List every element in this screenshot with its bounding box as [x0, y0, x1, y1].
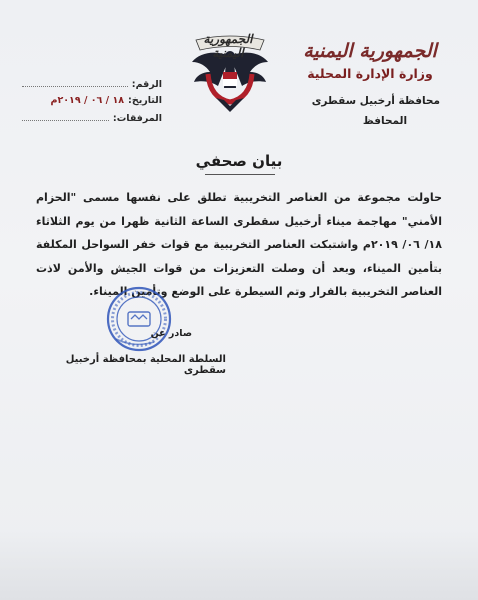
reference-attachments-row: [22, 112, 162, 129]
title-underline: [205, 174, 275, 175]
reference-number-row: [22, 78, 162, 95]
office-name: المحافظ: [362, 115, 408, 127]
reference-number-line: [22, 78, 128, 87]
statement-body: حاولت مجموعة من العناصر التخريبية تطلق على نفسها مسمى "الحزام الأمني" مهاجمة ميناء أرخبيل سقطرى الساعة الثانية ظهرا من يوم الثلاثاء ١٨/ ٠٦/ ٢٠١٩م واشتبكت العناصر التخريبية مع قوات خفر السواحل المكلفة بتأمين الميناء، وبعد أن وصلت التعزيزات من قوات الجيش والأمن لاذت العناصر التخريبية بالفرار وتم السيطرة على الوضع وتأمين الميناء.: [36, 191, 442, 298]
republic-name: الجمهورية اليمنية: [303, 40, 437, 62]
issuing-authority: السلطة المحلية بمحافظة أرخبيل سقطرى: [65, 354, 226, 376]
reference-number-label: الرقم:: [131, 79, 162, 90]
statement-title: بيان صحفي: [195, 152, 283, 170]
ministry-name: وزارة الإدارة المحلية: [307, 66, 433, 81]
reference-date-row: [22, 95, 162, 112]
reference-attachments-line: [22, 112, 109, 121]
emblem-banner-text: الجمهورية اليمنية: [203, 32, 253, 60]
reference-date-label: التاريخ:: [128, 95, 162, 106]
reference-block: [22, 78, 162, 129]
official-seal-icon: [104, 284, 174, 354]
letterhead-right: [290, 40, 450, 127]
governorate-name: محافظة أرخبيل سقطرى: [311, 95, 440, 107]
reference-date-value: ١٨ / ٠٦ / ٢٠١٩م: [50, 95, 125, 106]
issued-by-label: صادر عن: [150, 328, 192, 339]
reference-attachments-label: المرفقات:: [112, 113, 162, 124]
